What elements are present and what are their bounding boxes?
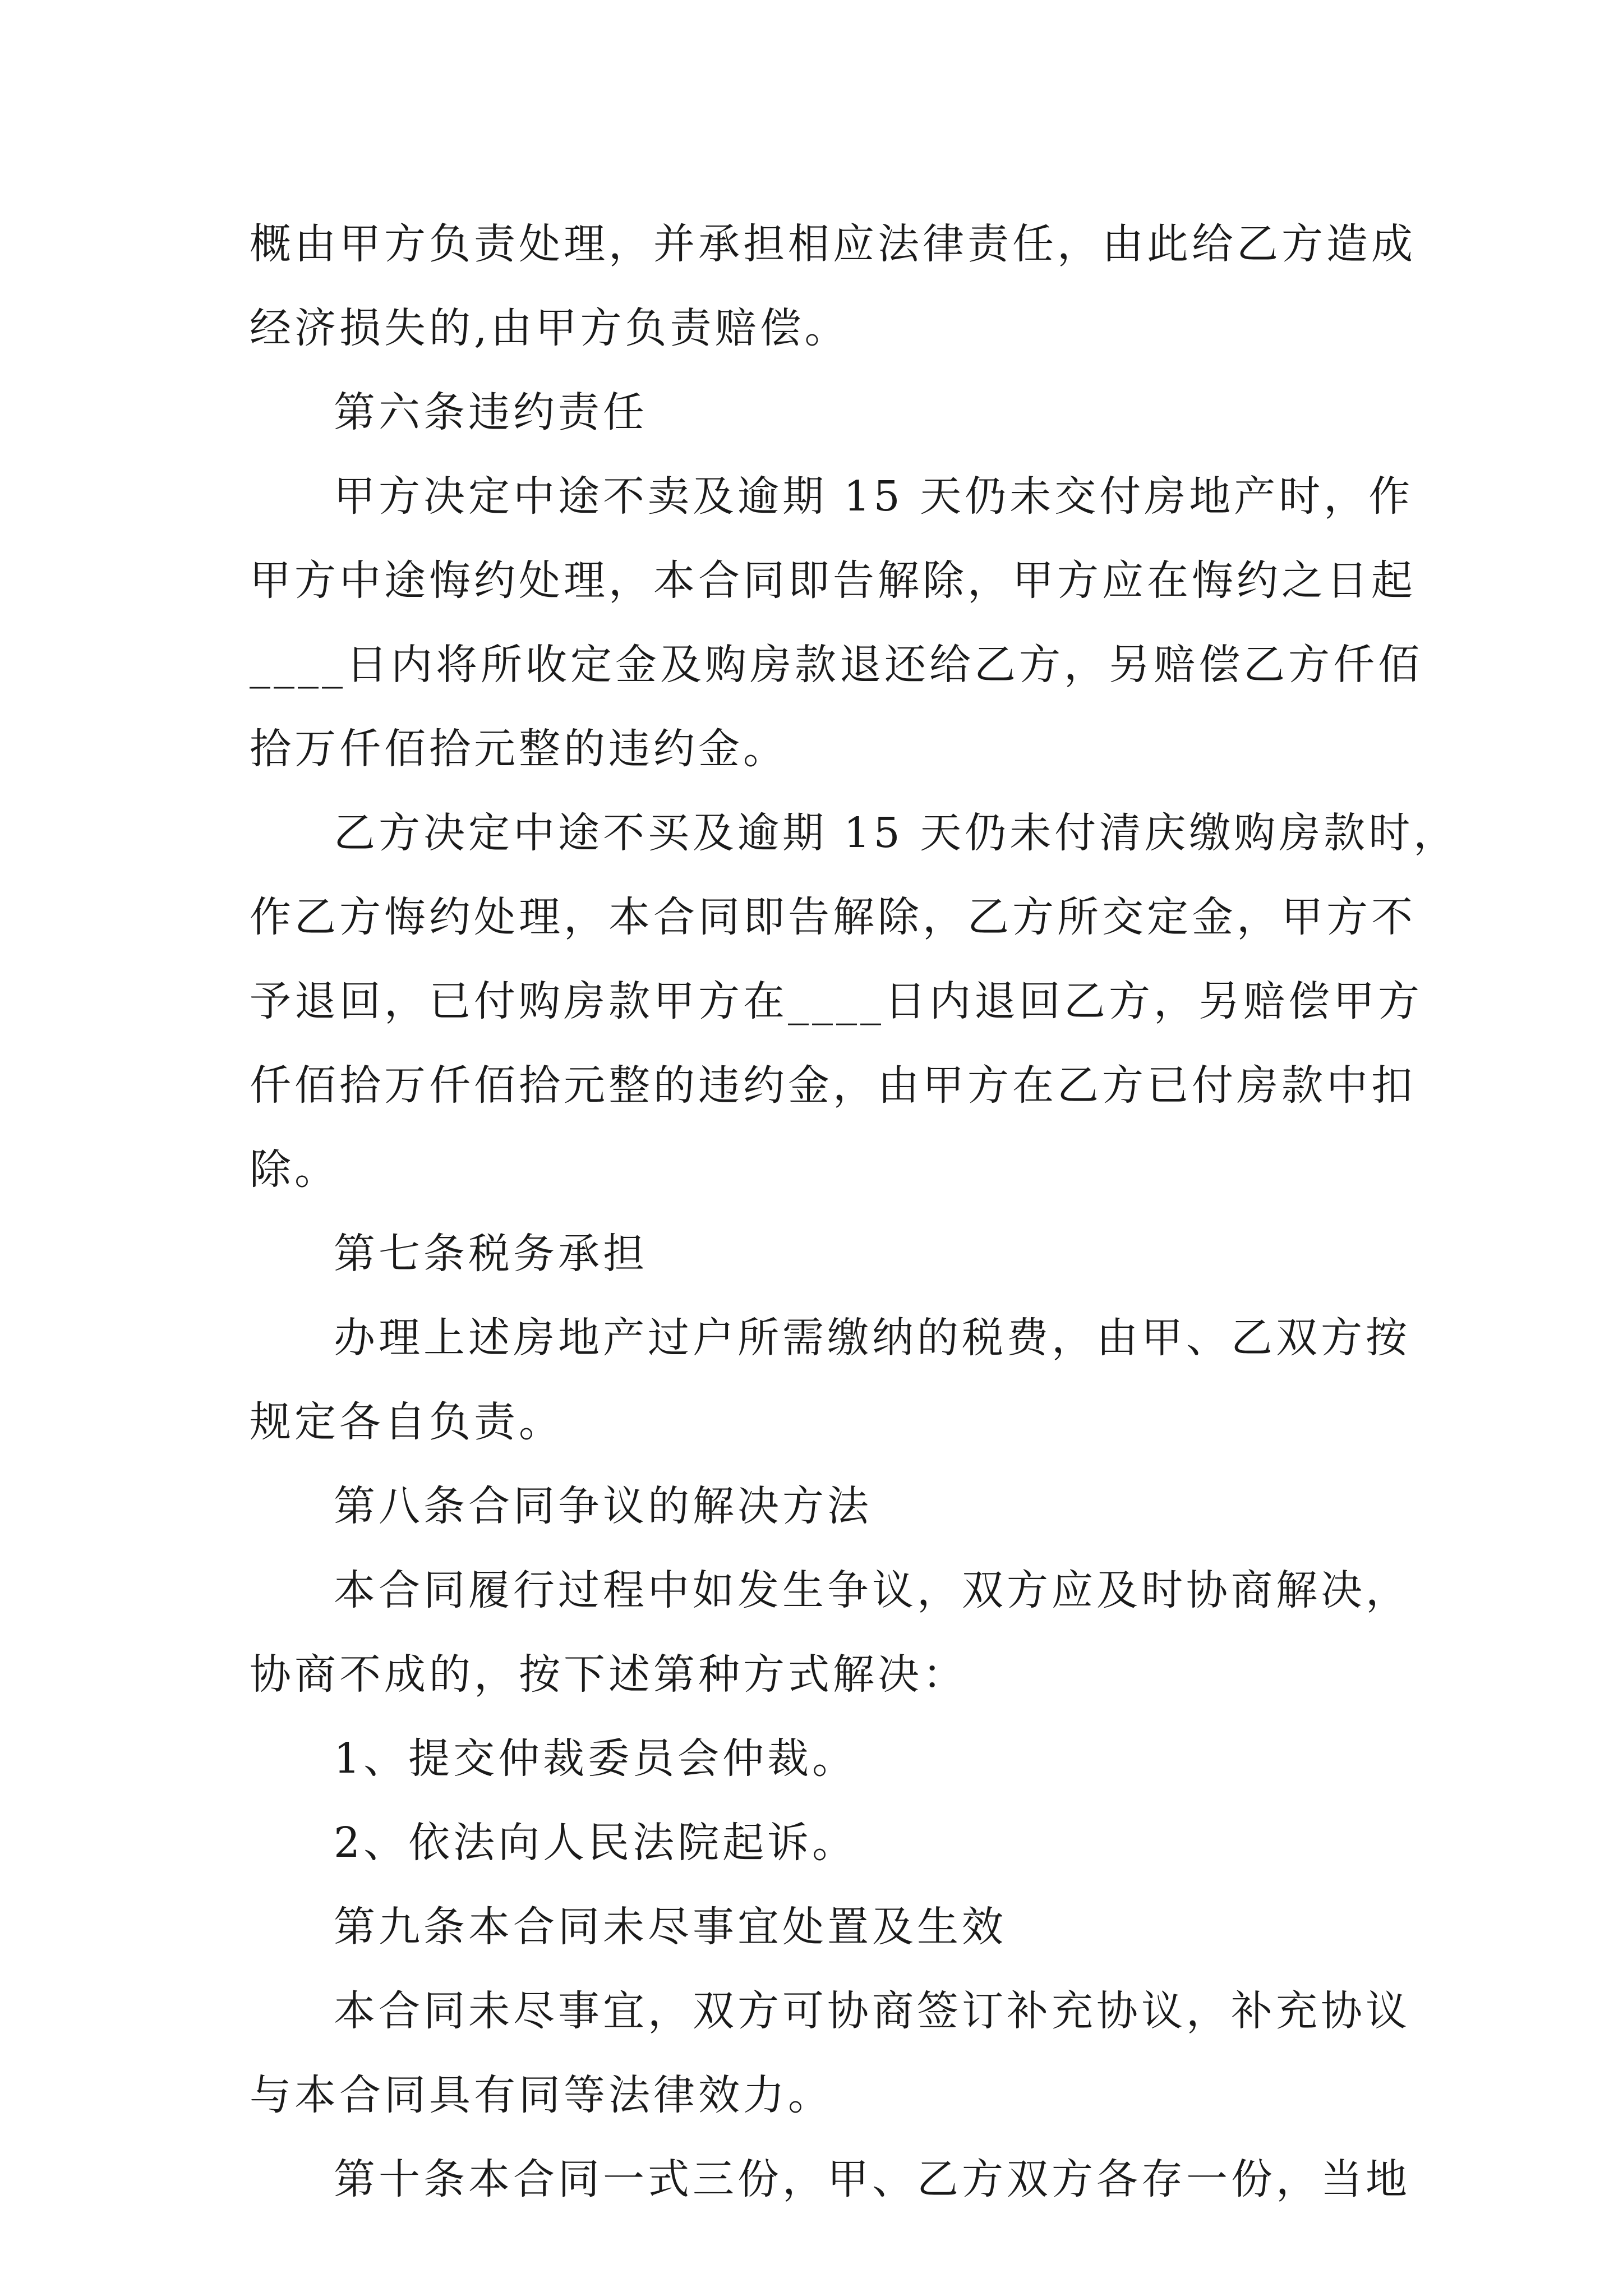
text-line: 与本合同具有同等法律效力。 [250, 2071, 833, 2119]
text-line: ____日内将所收定金及购房款退还给乙方，另赔偿乙方仟佰 [250, 641, 1423, 689]
text-line: 协商不成的，按下述第种方式解决： [250, 1650, 967, 1699]
text-line: 办理上述房地产过户所需缴纳的税费，由甲、乙双方按 [334, 1314, 1410, 1362]
section-heading-article-9: 第九条本合同未尽事宜处置及生效 [334, 1903, 1007, 1951]
text-line: 仟佰拾万仟佰拾元整的违约金，由甲方在乙方已付房款中扣 [250, 1061, 1416, 1110]
text-line: 规定各自负责。 [250, 1398, 564, 1446]
section-heading-article-10: 第十条本合同一式三份，甲、乙方双方各存一份，当地 [334, 2155, 1410, 2203]
text-line: 除。 [250, 1145, 339, 1194]
text-line: 拾万仟佰拾元整的违约金。 [250, 725, 788, 773]
list-item: 1、提交仲裁委员会仲裁。 [334, 1734, 857, 1783]
text-line: 予退回，已付购房款甲方在____日内退回乙方，另赔偿甲方 [250, 977, 1423, 1025]
section-heading-article-6: 第六条违约责任 [334, 388, 648, 436]
document-body [250, 202, 1459, 2221]
list-item: 2、依法向人民法院起诉。 [334, 1819, 857, 1867]
text-line: 乙方决定中途不买及逾期 15 天仍未付清庆缴购房款时， [334, 809, 1459, 857]
text-line: 作乙方悔约处理，本合同即告解除，乙方所交定金，甲方不 [250, 893, 1416, 941]
text-line: 甲方中途悔约处理，本合同即告解除，甲方应在悔约之日起 [250, 556, 1416, 605]
text-line: 甲方决定中途不卖及逾期 15 天仍未交付房地产时，作 [334, 472, 1414, 521]
text-line: 经济损失的,由甲方负责赔偿。 [250, 304, 850, 352]
text-line: 本合同履行过程中如发生争议，双方应及时协商解决， [334, 1566, 1410, 1614]
section-heading-article-7: 第七条税务承担 [334, 1230, 648, 1278]
text-line: 概由甲方负责处理，并承担相应法律责任，由此给乙方造成 [250, 220, 1416, 268]
text-line: 本合同未尽事宜，双方可协商签订补充协议，补充协议 [334, 1987, 1410, 2035]
section-heading-article-8: 第八条合同争议的解决方法 [334, 1482, 872, 1530]
